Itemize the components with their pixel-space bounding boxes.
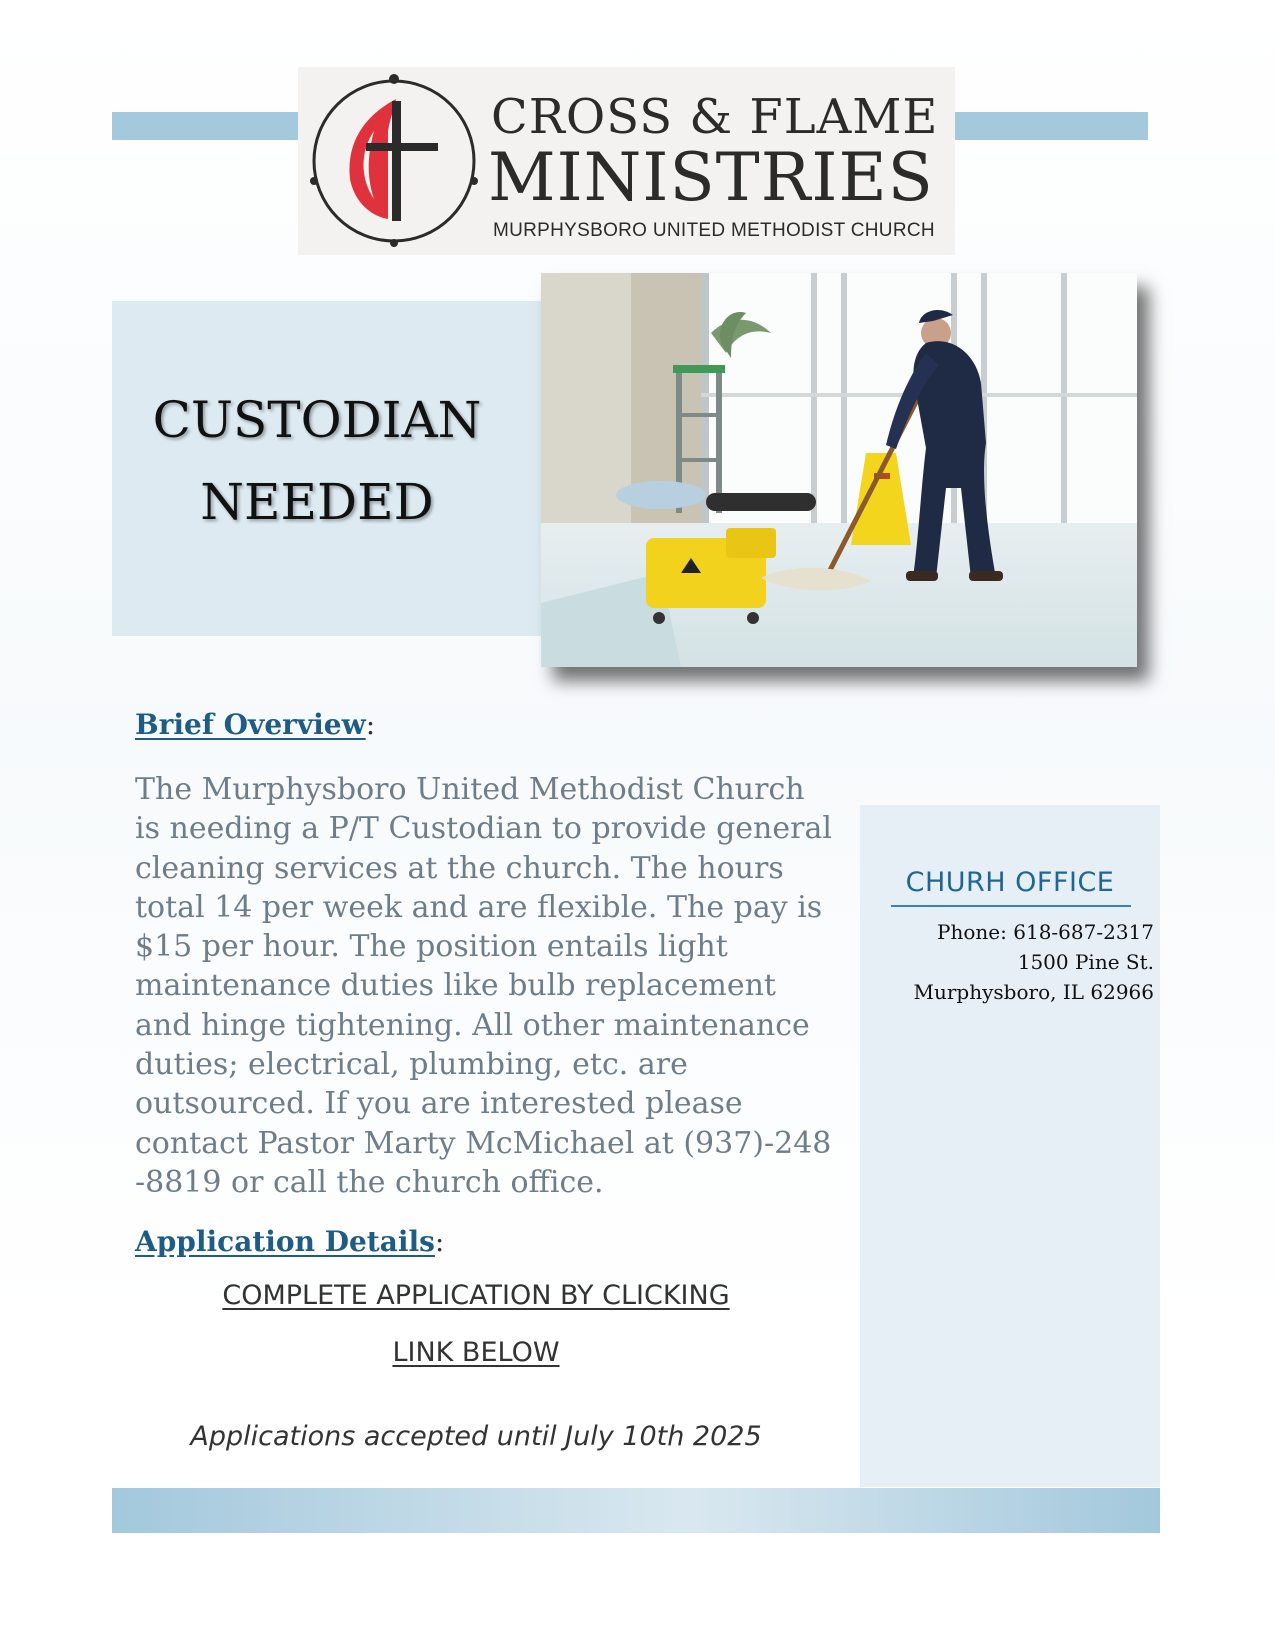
overview-heading: Brief Overview: bbox=[135, 708, 376, 741]
office-title: CHURH OFFICE bbox=[905, 867, 1115, 898]
logo-line-ministries: MINISTRIES bbox=[488, 139, 934, 216]
cross-flame-emblem-icon bbox=[304, 71, 484, 251]
application-link-line1[interactable]: COMPLETE APPLICATION BY CLICKING bbox=[222, 1280, 730, 1311]
logo bbox=[298, 67, 955, 255]
hero-title bbox=[112, 379, 522, 543]
office-phone: Phone: 618-687-2317 bbox=[937, 920, 1154, 944]
hero-title-line2: NEEDED bbox=[200, 473, 434, 531]
logo-line-cross-flame: CROSS & FLAME bbox=[491, 89, 939, 145]
office-city: Murphysboro, IL 62966 bbox=[913, 980, 1154, 1004]
custodian-photo bbox=[541, 273, 1137, 667]
office-contact bbox=[914, 917, 1155, 1007]
overview-body: The Murphysboro United Methodist Church is needing a P/T Custodian to provide general cleaning services at the church. The hours total 14 per week and are flexible. The pay is $15 per hour. The position entails light maintenance duties like bulb replacement and hinge tightening. All other maintenance duties; electrical, plumbing, etc. are outsourced. If you are interested please contact Pastor Marty McMichael at (937)-248 -8819 or call the church office. bbox=[135, 772, 832, 1200]
office-street: 1500 Pine St. bbox=[1017, 950, 1154, 974]
logo-line-church: MURPHYSBORO UNITED METHODIST CHURCH bbox=[493, 220, 935, 241]
office-divider bbox=[891, 905, 1131, 907]
application-deadline: Applications accepted until July 10th 2025 bbox=[190, 1421, 762, 1452]
church-office-panel bbox=[860, 805, 1160, 1487]
top-band-right bbox=[955, 112, 1148, 140]
hero-title-line1: CUSTODIAN bbox=[152, 391, 482, 449]
application-link-line2[interactable]: LINK BELOW bbox=[392, 1337, 560, 1368]
top-band-left bbox=[112, 112, 300, 140]
hero-title-box bbox=[112, 301, 544, 636]
application-heading: Application Details: bbox=[135, 1225, 445, 1258]
bottom-band bbox=[112, 1488, 1160, 1533]
